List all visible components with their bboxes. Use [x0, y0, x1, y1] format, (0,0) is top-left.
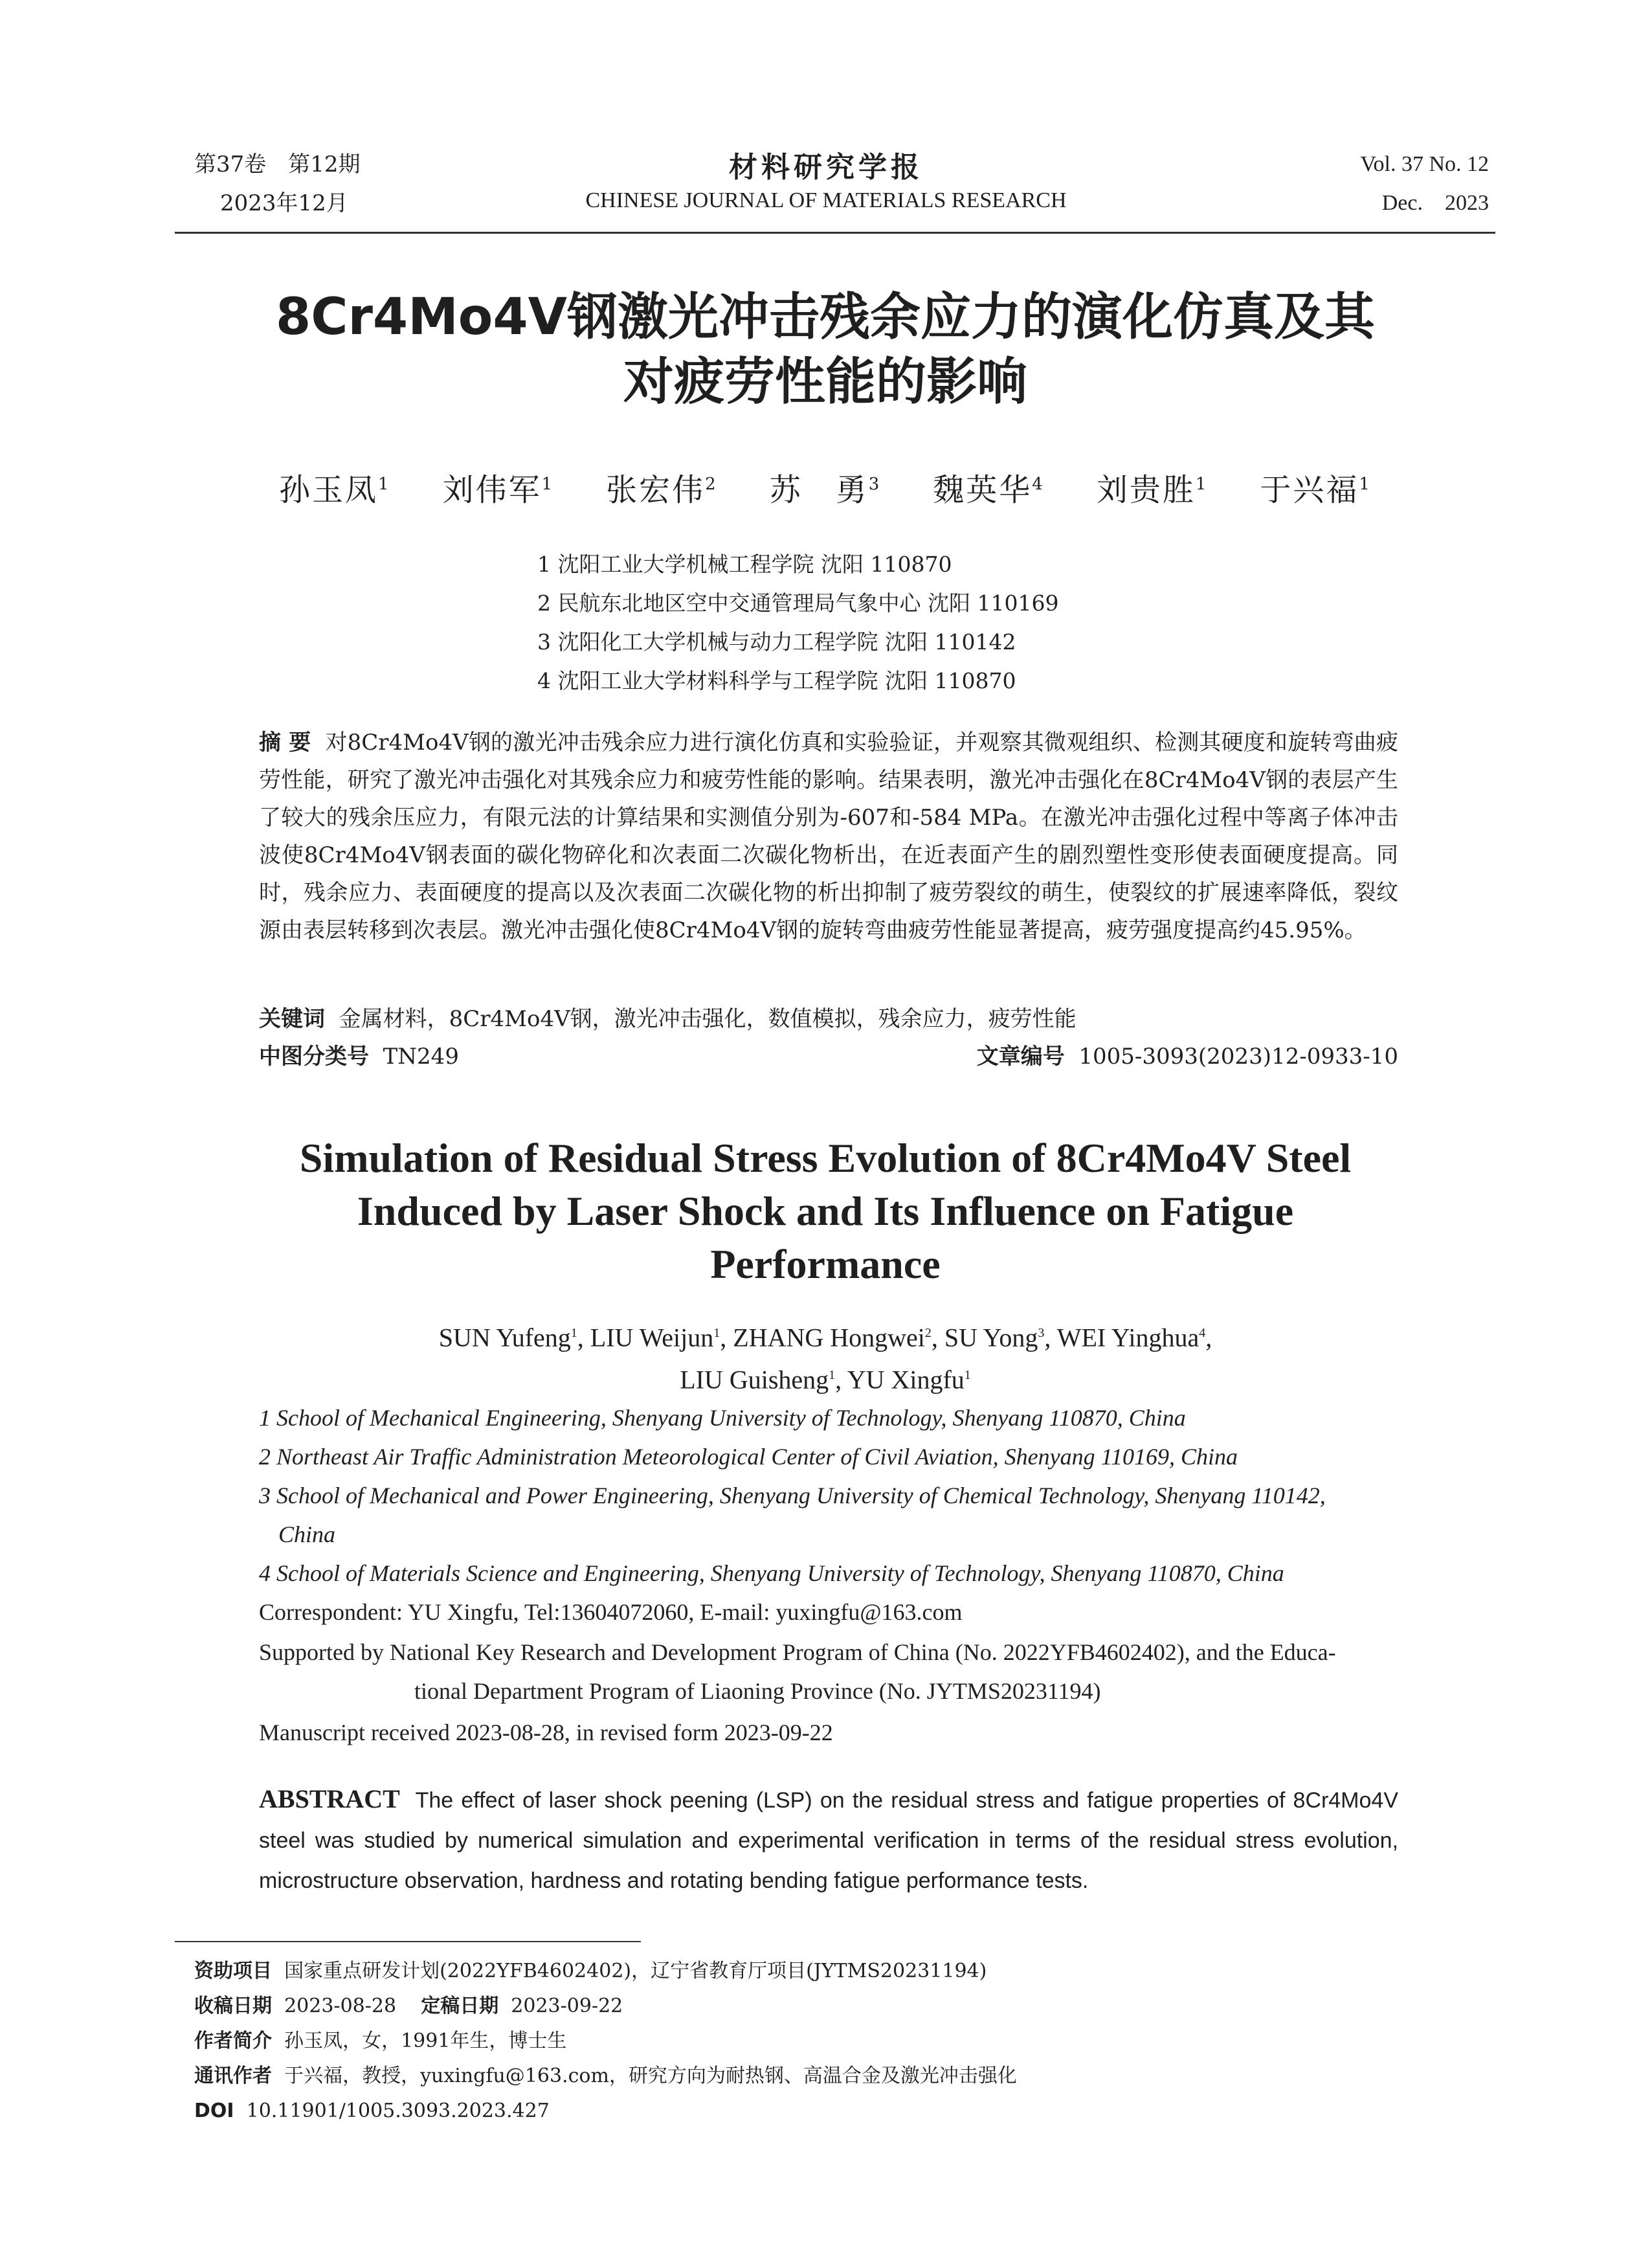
corr-label: 通讯作者	[194, 2065, 272, 2087]
author-en-separator: ,	[1205, 1323, 1212, 1352]
author-cn	[933, 472, 1045, 508]
manuscript-dates: Manuscript received 2023-08-28, in revised form 2023-09-22	[259, 1720, 833, 1745]
author-cn-affil-mark: 2	[705, 475, 718, 494]
funding-label: 资助项目	[194, 1960, 272, 1982]
author-cn-name: 于兴福	[1260, 472, 1359, 508]
header-rule	[175, 232, 1495, 234]
author-cn-affil-mark: 3	[868, 475, 882, 494]
author-en-name: YU Xingfu	[847, 1365, 965, 1395]
title-cn-line2: 对疲劳性能的影响	[623, 353, 1027, 411]
author-en-affil-mark: 1	[713, 1326, 720, 1340]
author-en-name: LIU Guisheng	[680, 1365, 829, 1395]
footnote-doi	[194, 2094, 1424, 2129]
title-cn	[194, 285, 1457, 414]
author-en-affil-mark: 1	[964, 1368, 971, 1383]
affiliations-en	[259, 1398, 1411, 1593]
author-en-name: SUN Yufeng	[438, 1323, 571, 1352]
author-en-affil-mark: 1	[829, 1368, 836, 1383]
affiliation-cn-2: 2 民航东北地区空中交通管理局气象中心 沈阳 110169	[537, 590, 1059, 616]
doi-value: 10.11901/1005.3093.2023.427	[246, 2100, 550, 2122]
classification-label: 中图分类号	[259, 1044, 369, 1070]
author-en-affil-mark: 2	[924, 1326, 932, 1340]
author-cn-affil-mark: 1	[1359, 475, 1372, 494]
date-en: Dec. 2023	[1381, 191, 1489, 215]
author-en-separator: ,	[931, 1323, 944, 1352]
affiliation-cn-4: 4 沈阳工业大学材料科学与工程学院 沈阳 110870	[537, 668, 1016, 693]
article-number-value: 1005-3093(2023)12-0933-10	[1078, 1044, 1398, 1070]
affiliation-cn-1: 1 沈阳工业大学机械工程学院 沈阳 110870	[537, 552, 952, 577]
affiliations-cn	[537, 545, 1058, 700]
title-cn-line1: 8Cr4Mo4V钢激光冲击残余应力的演化仿真及其	[275, 288, 1376, 346]
author-cn-name: 刘伟军	[442, 472, 542, 508]
affiliation-en-1: 1 School of Mechanical Engineering, Shenyang University of Technology, Shenyang 110870, China	[259, 1405, 1186, 1431]
vol-issue-en: Vol. 37 No. 12	[1360, 152, 1489, 176]
abstract-en-label: ABSTRACT	[259, 1784, 400, 1813]
author-cn-name: 魏英华	[933, 472, 1032, 508]
author-cn-name: 苏 勇	[769, 472, 869, 508]
footnote-rule	[175, 1941, 641, 1942]
author-en-affil-mark: 4	[1199, 1326, 1206, 1340]
abstract-cn	[259, 724, 1398, 949]
author-en-name: SU Yong	[944, 1323, 1038, 1352]
corr-text: 于兴福，教授，yuxingfu@163.com，研究方向为耐热钢、高温合金及激光冲击强化	[284, 2065, 1017, 2087]
authors-en-line1	[194, 1314, 1457, 1356]
authors-cn	[194, 465, 1457, 510]
affiliation-cn-3: 3 沈阳化工大学机械与动力工程学院 沈阳 110142	[537, 629, 1016, 655]
classification	[259, 1038, 459, 1075]
finalized-label: 定稿日期	[421, 1995, 499, 2017]
keywords-cn-label: 关键词	[259, 1006, 325, 1032]
author-en-separator: ,	[577, 1323, 590, 1352]
footnote-funding	[194, 1954, 1424, 1989]
journal-name-en: CHINESE JOURNAL OF MATERIALS RESEARCH	[585, 188, 1067, 212]
footnote-corresponding	[194, 2059, 1424, 2094]
author-cn	[1260, 472, 1372, 508]
author-en-affil-mark: 3	[1038, 1326, 1045, 1340]
author-cn	[606, 472, 718, 508]
author-cn-affil-mark: 4	[1032, 475, 1045, 494]
authors-en-line2	[194, 1356, 1457, 1398]
received-label: 收稿日期	[194, 1995, 272, 2017]
author-cn-affil-mark: 1	[541, 475, 555, 494]
author-cn-name: 孙玉凤	[279, 472, 379, 508]
author-en-affil-mark: 1	[570, 1326, 577, 1340]
abstract-cn-label: 摘 要	[259, 730, 311, 756]
author-en-separator: ,	[720, 1323, 733, 1352]
keywords-cn-text: 金属材料，8Cr4Mo4V钢，激光冲击强化，数值模拟，残余应力，疲劳性能	[339, 1006, 1077, 1032]
footnotes	[194, 1954, 1424, 2129]
title-en	[194, 1132, 1457, 1291]
author-en-name: WEI Yinghua	[1056, 1323, 1200, 1352]
abstract-cn-text: 对8Cr4Mo4V钢的激光冲击残余应力进行演化仿真和实验验证，并观察其微观组织、检测其硬度和旋转弯曲疲劳性能，研究了激光冲击强化对其残余应力和疲劳性能的影响。结果表明，激光冲击强化在8Cr4Mo4V钢的表层产生了较大的残余压应力，有限元法的计算结果和实测值分别为-607和-584 MPa。在激光冲击强化过程中等离子体冲击波使8Cr4Mo4V钢表面的碳化物碎化和次表面二次碳化物析出，在近表面产生的剧烈塑性变形使表面硬度提高。同时，残余应力、表面硬度的提高以及次表面二次碳化物的析出抑制了疲劳裂纹的萌生，使裂纹的扩展速率降低，裂纹源由表层转移到次表层。激光冲击强化使8Cr4Mo4V钢的旋转弯曲疲劳性能显著提高，疲劳强度提高约45.95%。	[259, 730, 1398, 943]
author-cn-name: 张宏伟	[606, 472, 706, 508]
funding-text: 国家重点研发计划(2022YFB4602402)，辽宁省教育厅项目(JYTMS20231194)	[284, 1960, 987, 1982]
author-text: 孙玉凤，女，1991年生，博士生	[284, 2030, 567, 2052]
author-cn	[1097, 472, 1209, 508]
author-cn	[443, 472, 555, 508]
footnote-dates	[194, 1989, 1424, 2024]
author-cn-affil-mark: 1	[378, 475, 391, 494]
correspondent: Correspondent: YU Xingfu, Tel:13604072060, E-mail: yuxingfu@163.com	[259, 1599, 963, 1625]
article-number-label: 文章编号	[976, 1044, 1065, 1070]
title-en-line3: Performance	[710, 1241, 941, 1287]
supported-by	[259, 1633, 1411, 1710]
vol-issue-cn: 第37卷 第12期	[194, 151, 361, 177]
article-number	[971, 1038, 1398, 1075]
affiliation-en-2: 2 Northeast Air Traffic Administration Meteorological Center of Civil Aviation, Shenyang 110169, China	[259, 1444, 1238, 1470]
affiliation-en-3: 3 School of Mechanical and Power Engineering, Shenyang University of Chemical Technology, Shenyang 110142,	[259, 1483, 1326, 1508]
author-cn	[279, 472, 391, 508]
author-cn	[770, 472, 882, 508]
classification-value: TN249	[383, 1044, 459, 1070]
abstract-en-text: The effect of laser shock peening (LSP) on the residual stress and fatigue properties of 8Cr4Mo4V steel was studied by numerical simulation and experimental verification in terms of the residual stress evolution, microstructure observation, hardness and rotating bending fatigue performance tests.	[259, 1788, 1399, 1893]
title-en-line1: Simulation of Residual Stress Evolution of 8Cr4Mo4V Steel	[299, 1135, 1352, 1181]
abstract-en	[259, 1779, 1398, 1901]
affiliation-en-3-cont: China	[278, 1521, 336, 1547]
author-en-name: LIU Weijun	[590, 1323, 714, 1352]
author-en-separator: ,	[835, 1365, 847, 1395]
author-label: 作者简介	[194, 2030, 272, 2052]
author-en-name: ZHANG Hongwei	[733, 1323, 925, 1352]
doi-label: DOI	[194, 2100, 234, 2122]
author-en-separator: ,	[1044, 1323, 1057, 1352]
footnote-author	[194, 2024, 1424, 2059]
keywords-cn	[259, 1000, 1398, 1038]
affiliation-en-4: 4 School of Materials Science and Engineering, Shenyang University of Technology, Shenyang 110870, China	[259, 1560, 1284, 1586]
author-cn-affil-mark: 1	[1195, 475, 1209, 494]
author-cn-name: 刘贵胜	[1096, 472, 1196, 508]
finalized-date: 2023-09-22	[511, 1995, 623, 2017]
title-en-line2: Induced by Laser Shock and Its Influence on Fatigue	[357, 1188, 1294, 1234]
supported-by-line2: tional Department Program of Liaoning Province (No. JYTMS20231194)	[414, 1678, 1101, 1704]
supported-by-line1: Supported by National Key Research and Development Program of China (No. 2022YFB4602402), and the Educa-	[259, 1639, 1336, 1665]
authors-en	[194, 1314, 1457, 1399]
journal-name-cn: 材料研究学报	[729, 151, 923, 184]
received-date: 2023-08-28	[284, 1995, 397, 2017]
date-cn: 2023年12月	[220, 190, 348, 216]
